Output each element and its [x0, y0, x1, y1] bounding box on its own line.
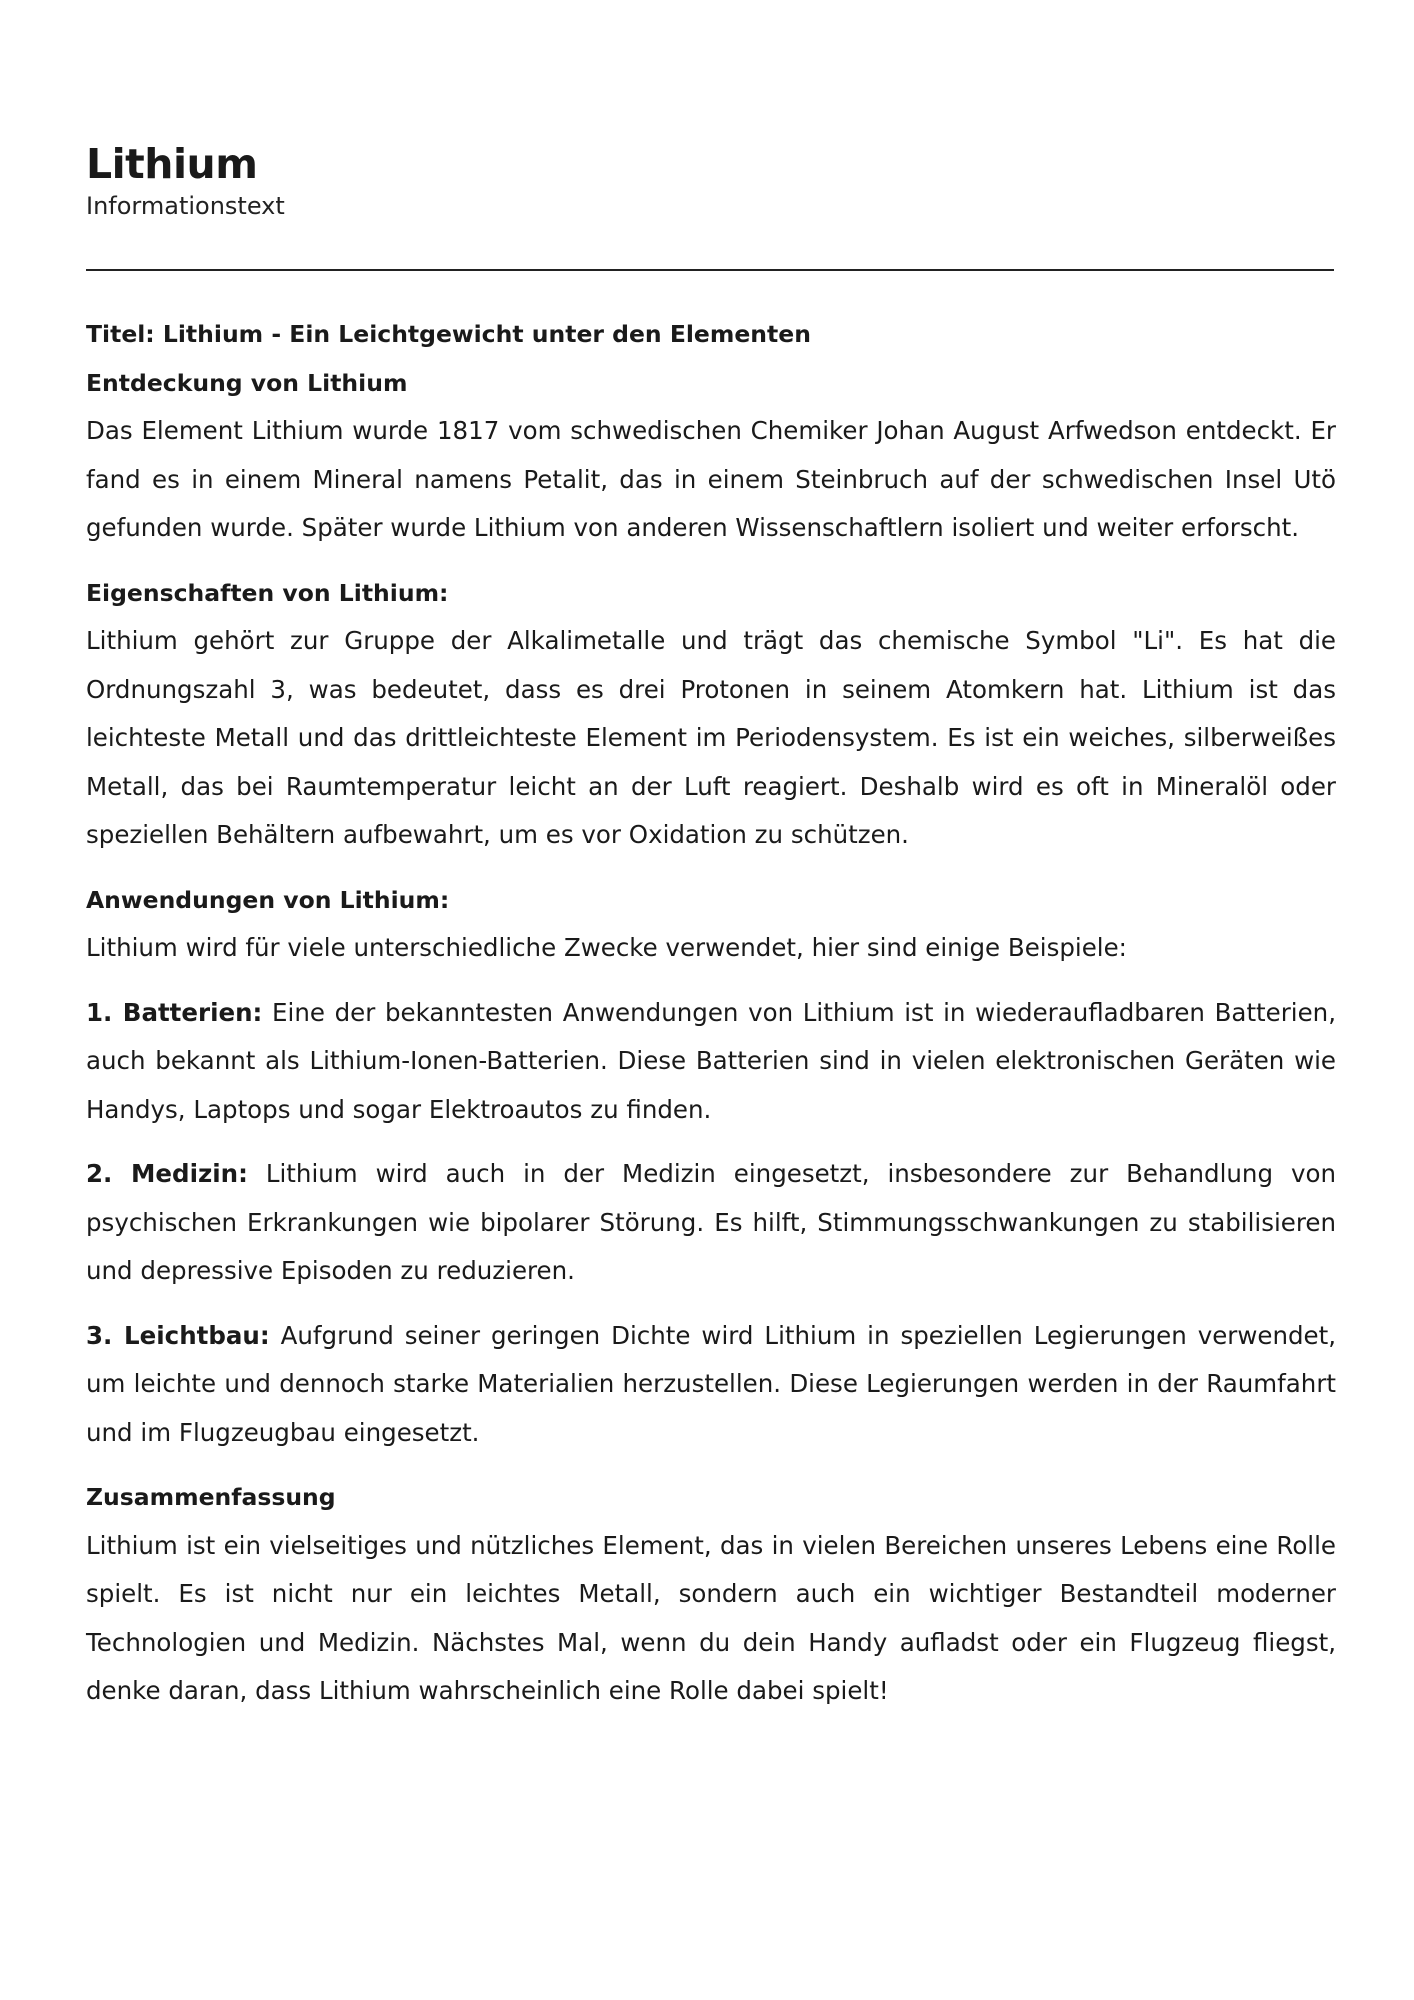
document-page	[86, 138, 1336, 1705]
applications-heading: Anwendungen von Lithium:	[86, 885, 450, 914]
header-divider	[86, 269, 1334, 271]
application-item-lightweight	[86, 1312, 1336, 1458]
document-body	[86, 310, 1336, 1716]
document-title: Lithium	[86, 140, 258, 188]
summary-text: Lithium ist ein vielseitiges und nützliches Element, das in vielen Bereichen unseres Lebens eine Rolle spielt. Es ist nicht nur ein leichtes Metall, sondern auch ein wichtiger Bestandteil moderner Technologien und Medizin. Nächstes Mal, wenn du dein Handy aufladst oder ein Flugzeug fliegst, denke daran, dass Lithium wahrscheinlich eine Rolle dabei spielt!	[86, 1530, 1336, 1705]
application-item-medicine	[86, 1150, 1336, 1296]
properties-heading: Eigenschaften von Lithium:	[86, 578, 449, 607]
main-title: Titel: Lithium - Ein Leichtgewicht unter den Elementen	[86, 320, 811, 348]
properties-text: Lithium gehört zur Gruppe der Alkalimetalle und trägt das chemische Symbol "Li". Es hat die Ordnungszahl 3, was bedeutet, dass es drei Protonen in seinem Atomkern hat. Lithium ist das leichteste Metall und das drittleichteste Element im Periodensystem. Es ist ein weiches, silberweißes Metall, das bei Raumtemperatur leicht an der Luft reagiert. Deshalb wird es oft in Mineralöl oder speziellen Behältern aufbewahrt, um es vor Oxidation zu schützen.	[86, 626, 1336, 849]
application-item-text: Lithium wird auch in der Medizin eingesetzt, insbesondere zur Behandlung von psychischen Erkrankungen wie bipolarer Störung. Es hilft, Stimmungsschwankungen zu stabilisieren und depressive Episoden zu reduzieren.	[86, 1159, 1336, 1285]
applications-intro: Lithium wird für viele unterschiedliche Zwecke verwendet, hier sind einige Beispiele:	[86, 933, 1127, 962]
discovery-heading: Entdeckung von Lithium	[86, 368, 408, 397]
application-item-label: 3. Leichtbau:	[86, 1320, 270, 1350]
application-item-label: 2. Medizin:	[86, 1159, 248, 1188]
application-item-batteries	[86, 989, 1336, 1135]
application-item-text: Eine der bekanntesten Anwendungen von Lithium ist in wiederaufladbaren Batterien, auch bekannt als Lithium-Ionen-Batterien. Diese Batterien sind in vielen elektronischen Geräten wie Handys, Laptops und sogar Elektroautos zu finden.	[86, 997, 1336, 1124]
discovery-text: Das Element Lithium wurde 1817 vom schwedischen Chemiker Johan August Arfwedson entdeckt. Er fand es in einem Mineral namens Petalit, das in einem Steinbruch auf der schwedischen Insel Utö gefunden wurde. Später wurde Lithium von anderen Wissenschaftlern isoliert und weiter erforscht.	[86, 416, 1336, 542]
document-subtitle: Informationstext	[86, 192, 285, 220]
application-item-label: 1. Batterien:	[86, 997, 263, 1027]
application-item-text: Aufgrund seiner geringen Dichte wird Lithium in speziellen Legierungen verwendet, um leichte und dennoch starke Materialien herzustellen. Diese Legierungen werden in der Raumfahrt und im Flugzeugbau eingesetzt.	[86, 1320, 1336, 1447]
summary-heading: Zusammenfassung	[86, 1483, 336, 1511]
